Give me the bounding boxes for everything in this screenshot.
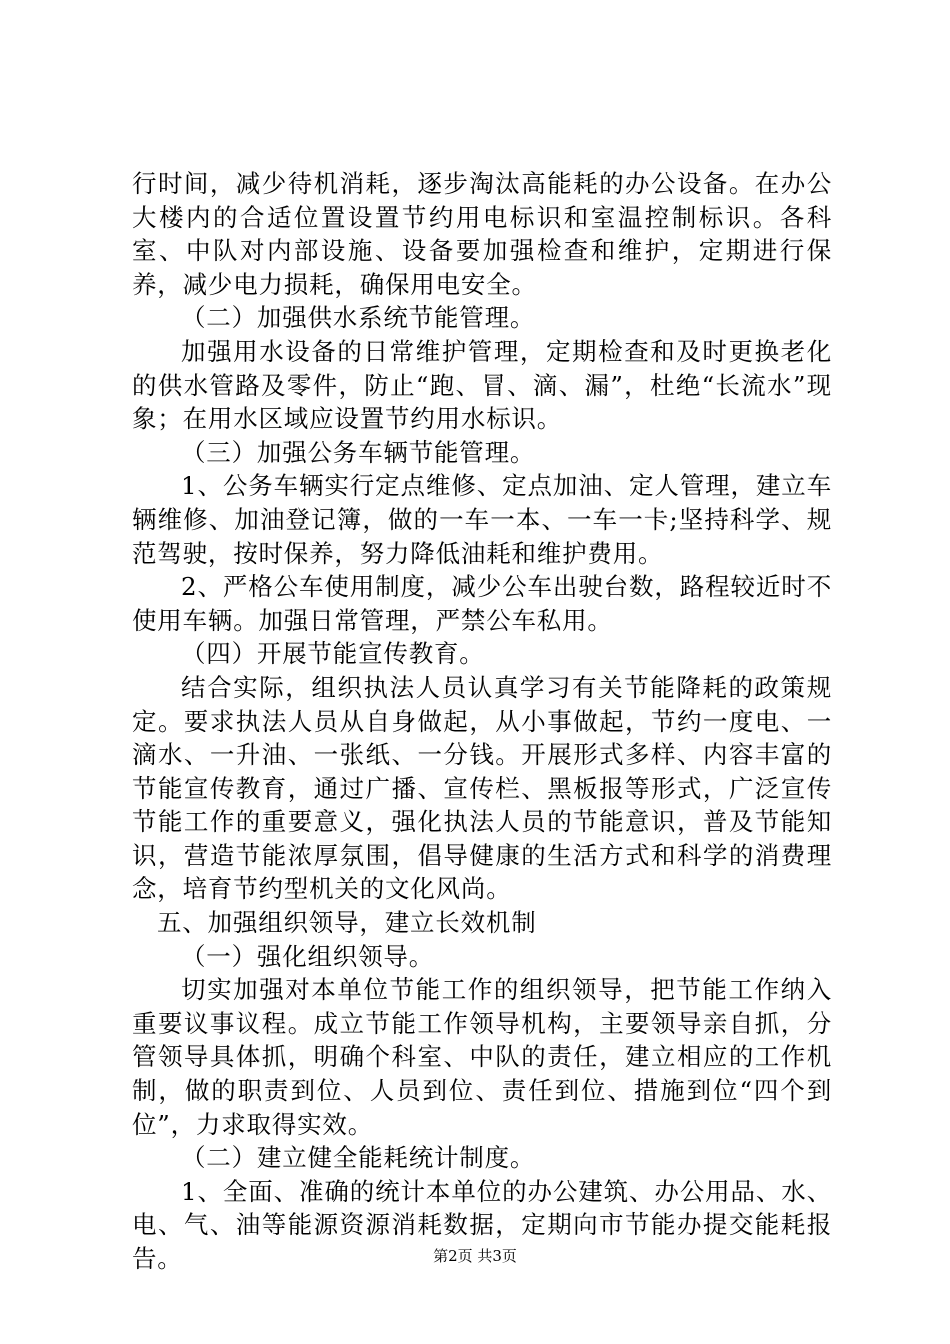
section-heading: （二）建立健全能耗统计制度。 <box>181 1143 536 1173</box>
page-footer <box>0 1245 950 1266</box>
paragraph: 结合实际，组织执法人员认真学习有关节能降耗的政策规定。要求执法人员从自身做起，从小事做起，节约一度电、一滴水、一升油、一张纸、一分钱。开展形式多样、内容丰富的节能宣传教育，通过广播、宣传栏、黑板报等形式，广泛宣传节能工作的重要意义，强化执法人员的节能意识，普及节能知识，营造节能浓厚氛围，倡导健康的生活方式和科学的消费理念，培育节约型机关的文化风尚。 <box>132 672 832 904</box>
paragraph: 加强用水设备的日常维护管理，定期检查和及时更换老化的供水管路及零件，防止“跑、冒、滴、漏”，杜绝“长流水”现象；在用水区域应设置节约用水标识。 <box>132 336 832 434</box>
paragraph: 行时间，减少待机消耗，逐步淘汰高能耗的办公设备。在办公大楼内的合适位置设置节约用电标识和室温控制标识。各科室、中队对内部设施、设备要加强检查和维护，定期进行保养，减少电力损耗，确保用电安全。 <box>132 169 832 299</box>
paragraph: 1、公务车辆实行定点维修、定点加油、定人管理，建立车辆维修、加油登记簿，做的一车一本、一车一卡;坚持科学、规范驾驶，按时保养，努力降低油耗和维护费用。 <box>132 471 832 568</box>
paragraph: 2、严格公车使用制度，减少公车出驶台数，路程较近时不使用车辆。加强日常管理，严禁公车私用。 <box>132 572 832 635</box>
chapter-heading: 五、加强组织领导，建立长效机制 <box>157 908 537 938</box>
section-heading: （一）强化组织领导。 <box>181 941 434 971</box>
paragraph: 切实加强对本单位节能工作的组织领导，把节能工作纳入重要议事议程。成立节能工作领导机构，主要领导亲自抓，分管领导具体抓，明确个科室、中队的责任，建立相应的工作机制，做的职责到位、人员到位、责任到位、措施到位“四个到位”，力求取得实效。 <box>132 975 832 1139</box>
section-heading: （四）开展节能宣传教育。 <box>181 639 485 669</box>
page-number: 第2页 共3页 <box>433 1247 517 1265</box>
section-heading: （二）加强供水系统节能管理。 <box>181 303 536 333</box>
document-body <box>132 167 832 1276</box>
section-heading: （三）加强公务车辆节能管理。 <box>181 437 536 467</box>
paragraph: 1、全面、准确的统计本单位的办公建筑、办公用品、水、电、气、油等能源资源消耗数据，定期向市节能办提交能耗报告。 <box>132 1176 832 1273</box>
